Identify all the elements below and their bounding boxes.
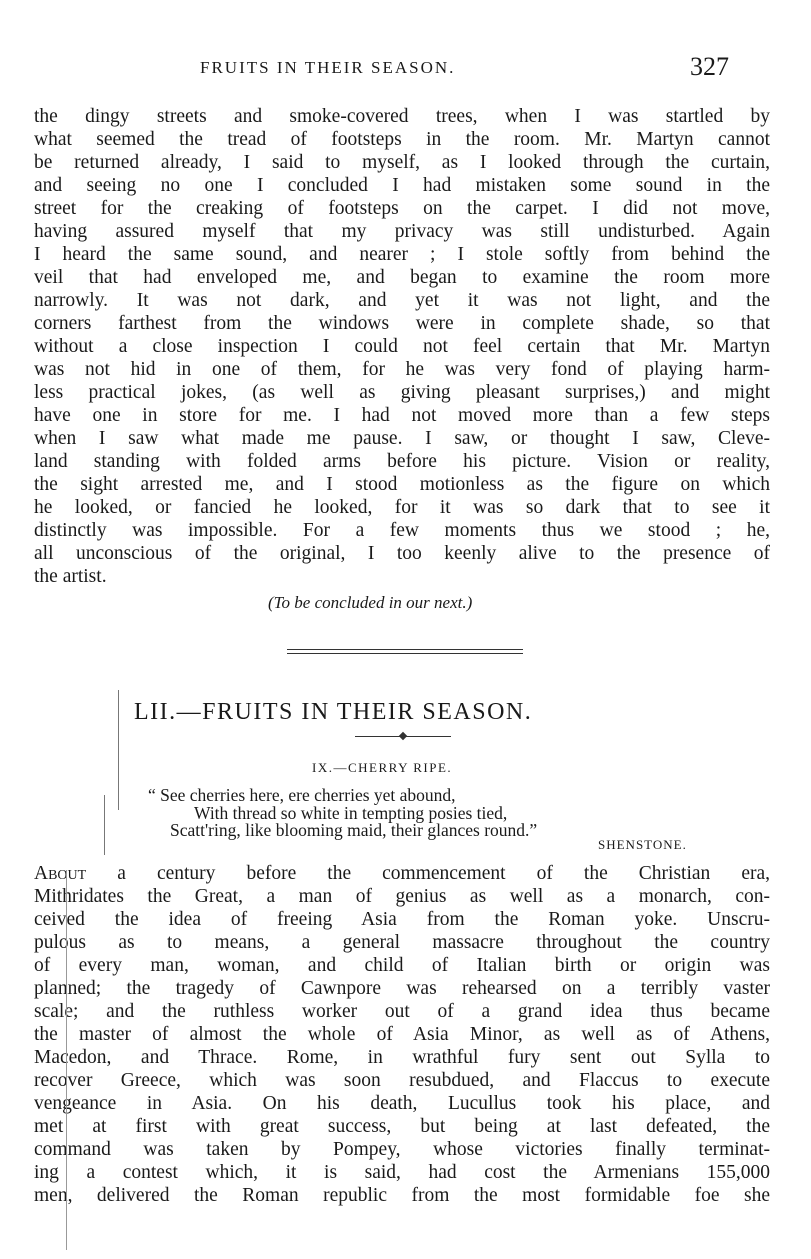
text-line: Mithridates the Great, a man of genius as well as a monarch, con- (34, 886, 770, 907)
text-line: have one in store for me. I had not moved more than a few steps (34, 405, 770, 426)
continuation-paragraph (34, 105, 770, 588)
text-line: the master of almost the whole of Asia Minor, as well as of Athens, (34, 1024, 770, 1045)
text-line: Macedon, and Thrace. Rome, in wrathful fury sent out Sylla to (34, 1047, 770, 1068)
text-line: veil that had enveloped me, and began to examine the room more (34, 267, 770, 288)
text-line: pulous as to means, a general massacre throughout the country (34, 932, 770, 953)
text-line: all unconscious of the original, I too keenly alive to the presence of (34, 543, 770, 564)
opening-word: About (34, 863, 87, 884)
text-line: command was taken by Pompey, whose victories finally terminat- (34, 1139, 770, 1160)
epigraph-line: With thread so white in tempting posies tied, (194, 803, 508, 823)
text-line: street for the creaking of footsteps on the carpet. I did not move, (34, 198, 770, 219)
text-line: without a close inspection I could not feel certain that Mr. Martyn (34, 336, 770, 357)
text-line: what seemed the tread of footsteps in the room. Mr. Martyn cannot (34, 129, 770, 150)
scan-margin-mark (66, 870, 67, 1250)
text-fragment: a century before the commencement of the Christian era, (86, 863, 770, 884)
text-line: the sight arrested me, and I stood motionless as the figure on which (34, 474, 770, 495)
to-be-concluded-note: (To be concluded in our next.) (268, 593, 473, 612)
text-line: ceived the idea of freeing Asia from the Roman yoke. Unscru- (34, 909, 770, 930)
text-line: the artist. (34, 566, 107, 587)
text-line: be returned already, I said to myself, as I looked through the curtain, (34, 152, 770, 173)
text-line: distinctly was impossible. For a few moments thus we stood ; he, (34, 520, 770, 541)
page-number: 327 (690, 52, 729, 81)
text-line: planned; the tragedy of Cawnpore was rehearsed on a terribly vaster (34, 978, 770, 999)
section-divider-rule (287, 653, 523, 654)
text-line: met at first with great success, but being at last defeated, the (34, 1116, 770, 1137)
text-line: recover Greece, which was soon resubdued, and Flaccus to execute (34, 1070, 770, 1091)
text-line: ing a contest which, it is said, had cost the Armenians 155,000 (34, 1162, 770, 1183)
text-line: I heard the same sound, and nearer ; I stole softly from behind the (34, 244, 770, 265)
text-line: the dingy streets and smoke-covered trees, when I was startled by (34, 106, 770, 127)
text-line: scale; and the ruthless worker out of a grand idea thus became (34, 1001, 770, 1022)
text-line: vengeance in Asia. On his death, Lucullus took his place, and (34, 1093, 770, 1114)
text-line (34, 862, 770, 885)
text-line: having assured myself that my privacy was still undisturbed. Again (34, 221, 770, 242)
text-line: corners farthest from the windows were in complete shade, so that (34, 313, 770, 334)
text-line: land standing with folded arms before his picture. Vision or reality, (34, 451, 770, 472)
text-line: of every man, woman, and child of Italian birth or origin was (34, 955, 770, 976)
text-line: less practical jokes, (as well as giving pleasant surprises,) and might (34, 382, 770, 403)
section-divider-rule (287, 649, 523, 650)
title-ornament (355, 732, 451, 740)
text-line: when I saw what made me pause. I saw, or thought I saw, Cleve- (34, 428, 770, 449)
scan-margin-mark (104, 795, 105, 855)
epigraph-attribution: SHENSTONE. (598, 837, 687, 852)
text-line: men, delivered the Roman republic from the most formidable foe she (34, 1185, 770, 1206)
epigraph-line: Scatt'ring, like blooming maid, their glances round.” (170, 820, 538, 840)
running-head: FRUITS IN THEIR SEASON. (200, 58, 456, 77)
epigraph-line: “ See cherries here, ere cherries yet abound, (148, 785, 456, 805)
text-line: was not hid in one of them, for he was very fond of playing harm- (34, 359, 770, 380)
article-title: LII.—FRUITS IN THEIR SEASON. (134, 699, 533, 725)
article-subtitle: IX.—CHERRY RIPE. (312, 760, 453, 775)
text-line: he looked, or fancied he looked, for it was so dark that to see it (34, 497, 770, 518)
text-line: narrowly. It was not dark, and yet it was not light, and the (34, 290, 770, 311)
main-paragraph (34, 862, 770, 1207)
text-line: and seeing no one I concluded I had mistaken some sound in the (34, 175, 770, 196)
scan-margin-mark (118, 690, 119, 810)
